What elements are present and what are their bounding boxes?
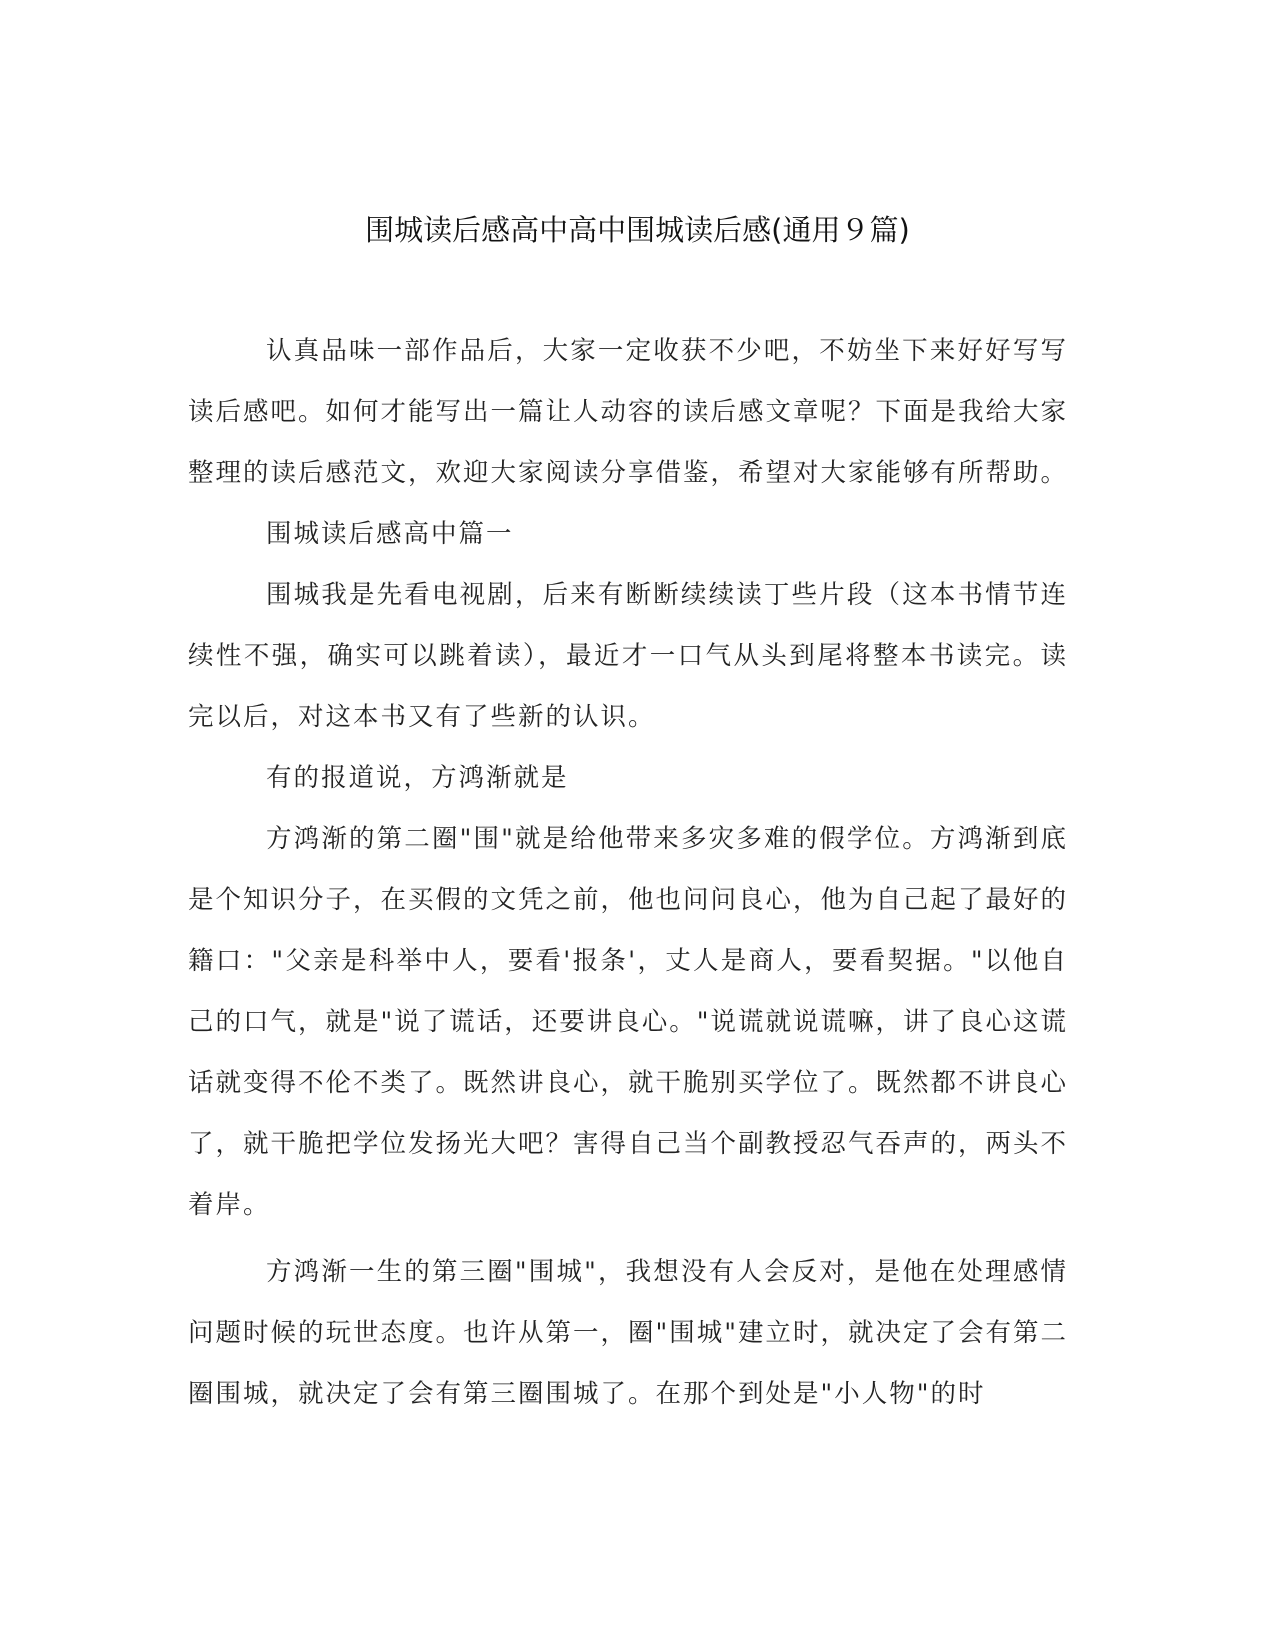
document-body <box>188 321 1068 1425</box>
intro-paragraph: 认真品味一部作品后，大家一定收获不少吧，不妨坐下来好好写写读后感吧。如何才能写出一篇让人动容的读后感文章呢？下面是我给大家整理的读后感范文，欢迎大家阅读分享借鉴，希望对大家能够有所帮助。 <box>188 336 1069 488</box>
body-paragraph: 方鸿渐一生的第三圈"围城"，我想没有人会反对，是他在处理感情问题时候的玩世态度。也许从第一，圈"围城"建立时，就决定了会有第二圈围城，就决定了会有第三圈围城了。在那个到处是"小人物"的时 <box>188 1257 1068 1409</box>
body-paragraph: 有的报道说，方鸿渐就是 <box>266 763 569 793</box>
document-title: 围城读后感高中高中围城读后感(通用９篇) <box>365 213 910 247</box>
body-paragraph: 围城我是先看电视剧，后来有断断续续读丁些片段（这本书情节连续性不强，确实可以跳着读），最近才一口气从头到尾将整本书读完。读完以后，对这本书又有了些新的认识。 <box>188 580 1068 732</box>
body-paragraph: 方鸿渐的第二圈"围"就是给他带来多灾多难的假学位。方鸿渐到底是个知识分子，在买假的文凭之前，他也问问良心，他为自己起了最好的籍口："父亲是科举中人，要看'报条'，丈人是商人，要看契据。"以他自己的口气，就是"说了谎话，还要讲良心。"说谎就说谎嘛，讲了良心这谎话就变得不伦不类了。既然讲良心，就干脆别买学位了。既然都不讲良心了，就干脆把学位发扬光大吧？害得自己当个副教授忍气吞声的，两头不着岸。 <box>188 824 1069 1220</box>
section-heading: 围城读后感高中篇一 <box>266 519 514 549</box>
